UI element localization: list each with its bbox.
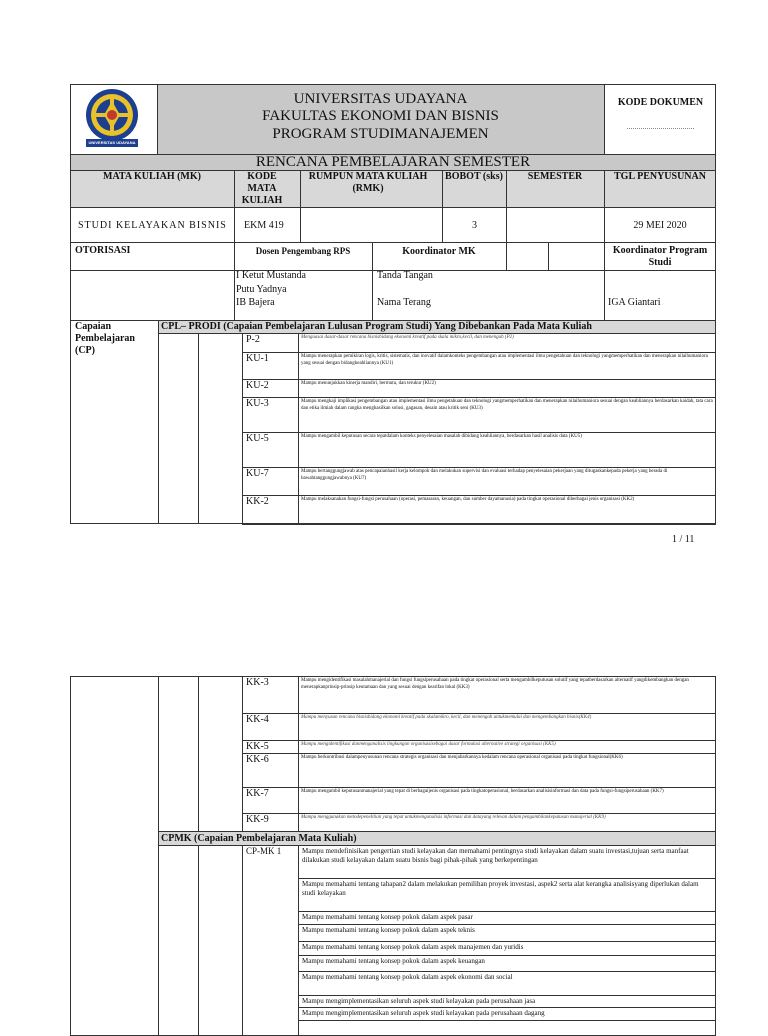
cpmk-item: Mampu mendefinisikan pengertian studi kelayakan dan memahami pentingnya studi kelayakan dalam suatu investasi,tujuan serta manfaat dilakukan studi kelayakan dalam suatu bisnis bagi pihak-pihak yang berkepentingan (302, 847, 689, 864)
row-divider (298, 971, 716, 972)
row-divider (298, 995, 716, 996)
dosen-3: IB Bajera (236, 297, 275, 308)
cpl-row-description: Mampu mengidentifikasi masalahmanajerial dan fungsi fungsiperusahaan pada tingkat operasional serta mengambilkeputusan solutif yang tepatberdasarkan alternatif yangdikembangkan dengan menerapkanprinsip-prinsip keutamaan dan yang sesuai dengan kearifan lokal (KK3) (301, 678, 689, 690)
dosen-1: I Ketut Mustanda (236, 270, 306, 281)
row-divider (298, 1020, 716, 1021)
course-code: EKM 419 (244, 220, 284, 231)
cpmk-item: Mampu mengimplementasikan seluruh aspek studi kelayakan pada perusahaan jasa (302, 997, 536, 1005)
cpl-row-description: Mampu menunjukkan kinerja mandiri, bermutu, dan terukur (KU2) (301, 381, 436, 386)
koordinator-prodi-name: IGA Giantari (608, 297, 661, 308)
logo-caption: UNIVERSITAS UDAYANA (88, 140, 136, 145)
cpl-row-description: Mampu menerapkan pemikiran logis, kritis, sistematis, dan inovatif dalamkonteks pengembangan atau implementasi ilmu pengetahuan dan teknologi yangmemperhatikan dan menerapkan nilaihumaniora yang sesuai dengan bidangkeahliannya (KU1) (301, 354, 708, 366)
course-name: STUDI KELAYAKAN BISNIS (78, 220, 227, 231)
cpl-row-description: Mampu berkontribusi dalampenyusunan rencana strategis organisasi dan menjabarkannya kedalam rencana operasional organisasi pada tingkat fungsional(KK6) (301, 755, 623, 760)
cpl-header: CPL– PRODI (Capaian Pembelajaran Lulusan Program Studi) Yang Dibebankan Pada Mata Kuliah (161, 321, 592, 332)
cpmk-header: CPMK (Capaian Pembelajaran Mata Kuliah) (161, 833, 357, 844)
koordinator-prodi-label: Koordinator Program Studi (612, 245, 708, 268)
col-rumpun: RUMPUN MATA KULIAH (RMK) (308, 171, 428, 194)
university-name: UNIVERSITAS UDAYANA (293, 91, 468, 107)
cpl-row-code: KU-5 (246, 433, 269, 444)
cpmk-item: Mampu memahami tentang konsep pokok dalam aspek teknis (302, 926, 475, 934)
university-logo (80, 87, 144, 151)
otorisasi-label: OTORISASI (75, 245, 131, 256)
col-bobot: BOBOT (sks) (445, 171, 503, 182)
col-mata-kuliah: MATA KULIAH (MK) (103, 171, 201, 182)
koordinator-mk-label: Koordinator MK (402, 246, 476, 257)
cpl-row-description: Mampu menyusun rencana bisnisbidang ekonomi kreatif pada skalamikro, kecil, dan menengah untukmemulai dan mengembangkan bisnis(KK4) (301, 715, 592, 720)
row-divider (298, 1007, 716, 1008)
tanda-tangan-label: Tanda Tangan (377, 270, 433, 281)
cpl-row-description: Mampu menggunakan metodepenelitian yang tepat untukmenganalisis informasi dan datayang relevan dalam pengambilankeputusan manajerial (KK9) (301, 815, 606, 820)
col-semester: SEMESTER (527, 171, 583, 182)
page-number: 1 / 11 (672, 534, 695, 545)
col-kode: KODE MATA KULIAH (241, 171, 283, 206)
cpl-row-description: Mampu bertanggungjawab atas pencapaianhasil kerja kelompok dan melakukan supervisi dan evaluasi terhadap penyelesaian pekerjaan yang ditugaskankepada pekerja yang berada di bawahtanggungjawabnya (KU7) (301, 469, 668, 481)
cpmk-item: Mampu memahami tentang konsep pokok dalam aspek pasar (302, 913, 473, 921)
cpl-row-description: Mampu mengkaji implikasi pengembangan atau implementasi ilmu pengetahuan dan teknologi yangmemperhatikan dan menerapkan nilaihumaniora sesuai dengan keahliannya berdasarkan kaidah, tata cara dan etika ilmiah dalam rangka menghasilkan solusi, gagasan, desain atau kritik seni (KU3) (301, 399, 713, 411)
cpl-row-code: KK-2 (246, 496, 269, 507)
cpmk-item: Mampu mengimplementasikan seluruh aspek studi kelayakan pada perusahaan dagang (302, 1009, 545, 1017)
row-divider (242, 524, 716, 525)
cpl-row-code: KK-9 (246, 814, 269, 825)
cp-block-page1 (70, 320, 716, 524)
row-divider (298, 878, 716, 879)
program-name: PROGRAM STUDIMANAJEMEN (272, 126, 489, 142)
cpmk-item: Mampu memahami tentang konsep pokok dalam aspek ekonomi dan social (302, 973, 513, 981)
cp-label: Capaian Pembelajaran (CP) (75, 321, 135, 356)
cpl-row-description: Mampu melaksanakan fungsi-fungsi perusahaan (operasi, pemasaran, keuangan, dan sumber dayamanusia) pada tingkat operasional diberbagai jenis organisasi (KK2) (301, 497, 635, 502)
cpl-row-description: Mampu mengambil keputusanmanajerial yang tepat di berbagaijenis organisasi pada tingkatoperasional, berdasarkan analisisinformasi dan data pada fungsi-fungsiperusahaan (KK7) (301, 789, 664, 794)
dosen-2: Putu Yadnya (236, 284, 287, 295)
row-divider (298, 911, 716, 912)
cpl-row-code: KU-7 (246, 468, 269, 479)
cpl-row-code: P-2 (246, 334, 260, 345)
course-sks: 3 (472, 220, 477, 231)
cpmk-item: Mampu memahami tentang tahapan2 dalam melakukan pemilihan proyek investasi, aspek2 serta alat kerangka analisisyang diperlukan dalam studi kelayakan (302, 880, 699, 897)
document-title: RENCANA PEMBELAJARAN SEMESTER (70, 154, 716, 171)
cpl-row-description: Menguasai dasar-dasar rencana bisnisbidang ekonomi kreatif pada skala mikro,kecil, dan menengah (P2) (301, 335, 514, 340)
row-divider (298, 941, 716, 942)
course-date: 29 MEI 2020 (633, 220, 687, 231)
cpl-row-code: KU-2 (246, 380, 269, 391)
cpl-row-code: KK-3 (246, 677, 269, 688)
col-tgl: TGL PENYUSUNAN (614, 171, 706, 182)
cpl-row-code: KK-7 (246, 788, 269, 799)
dosen-pengembang-label: Dosen Pengembang RPS (255, 246, 351, 256)
nama-terang-label: Nama Terang (377, 297, 431, 308)
row-divider (298, 955, 716, 956)
cpmk-item: Mampu memahami tentang konsep pokok dalam aspek manajemen dan yuridis (302, 943, 524, 951)
doc-code-label: KODE DOKUMEN (617, 97, 704, 108)
cpl-row-description: Mampu mengambil keputusan secara tepatdalam konteks penyelesaian masalah dibidang keahliannya, berdasarkan hasil analisis data (KU5) (301, 434, 582, 439)
faculty-name: FAKULTAS EKONOMI DAN BISNIS (262, 108, 499, 124)
cpl-row-code: KK-6 (246, 754, 269, 765)
cpmk-item: Mampu memahami tentang konsep pokok dalam aspek keuangan (302, 957, 485, 965)
doc-code-value: .................................. (626, 122, 695, 131)
cpl-row-code: KK-5 (246, 741, 269, 752)
row-divider (298, 924, 716, 925)
cpl-row-code: KU-3 (246, 398, 269, 409)
cpl-row-description: Mampu mengidentifikasi danmenganalisis lingkungan organisasisebagai dasar formulasi alternative strategi organisasi (KK5) (301, 742, 556, 747)
cpl-row-code: KK-4 (246, 714, 269, 725)
cpl-row-code: KU-1 (246, 353, 269, 364)
cpmk-code: CP-MK 1 (246, 846, 282, 856)
